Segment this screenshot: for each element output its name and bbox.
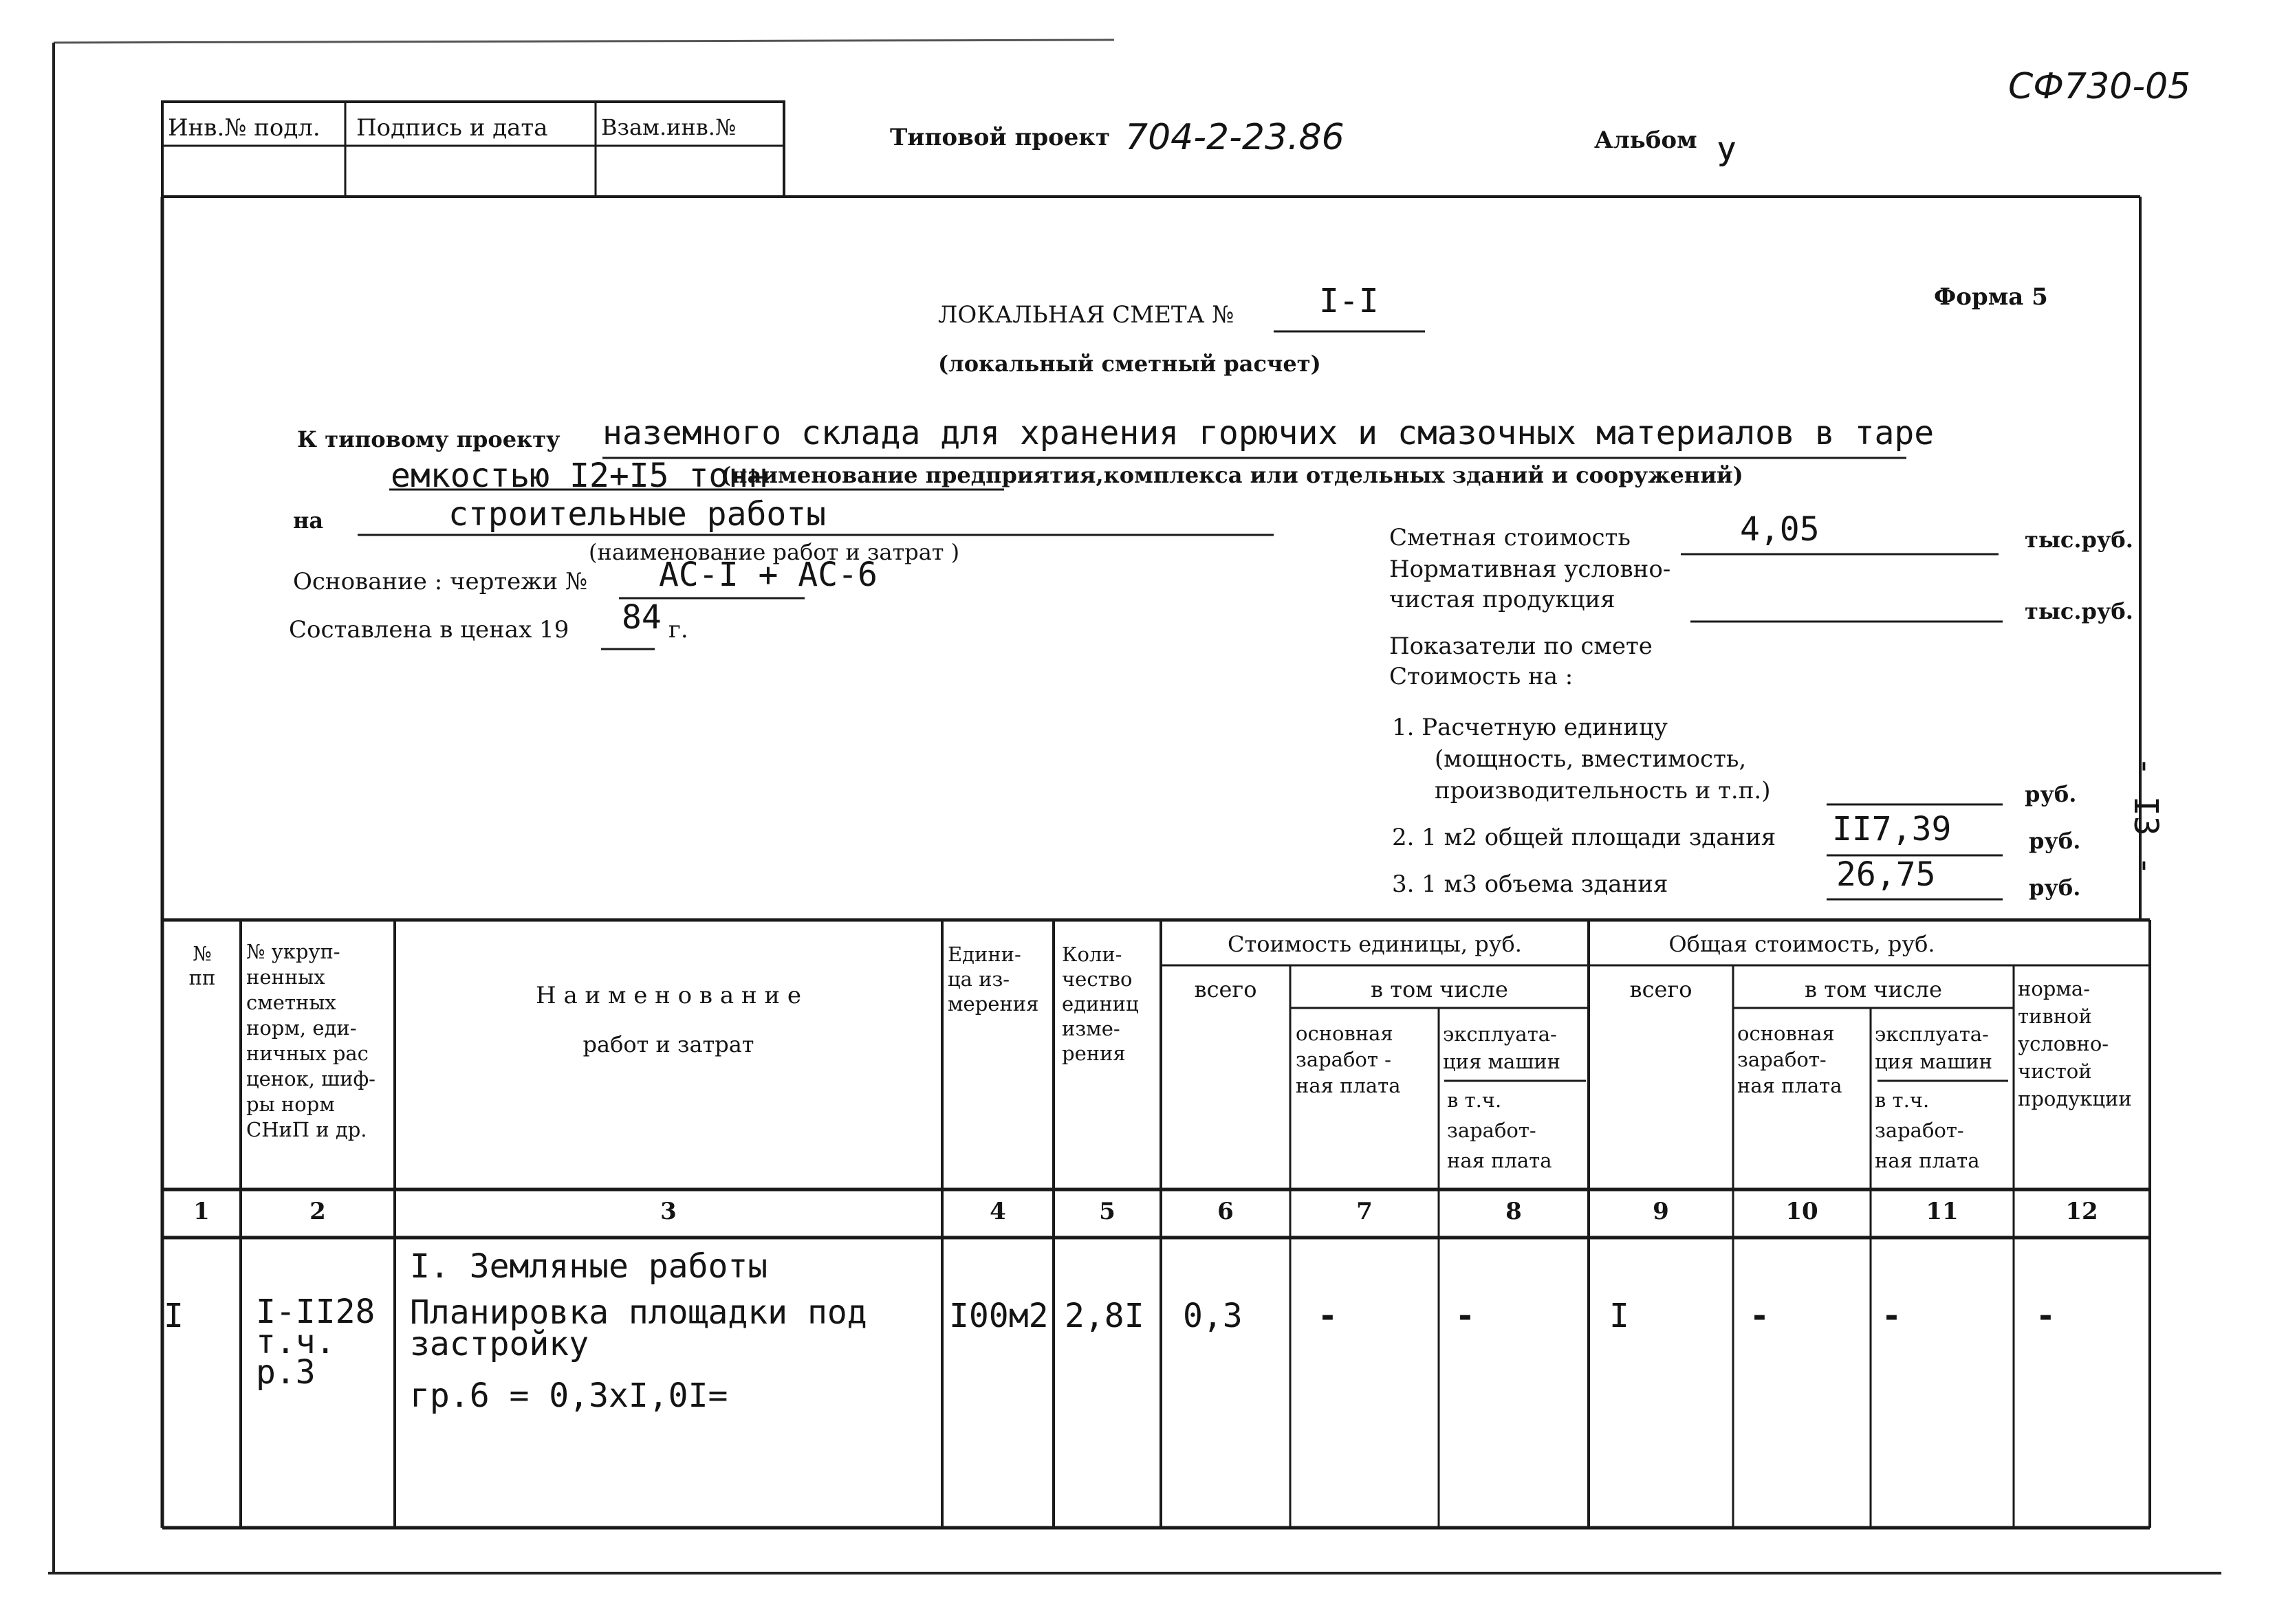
header-unit-cost-group: Стоимость единицы, руб. [1228,931,1522,957]
col-number-3: 3 [660,1198,677,1225]
header-code-line7: ры норм [246,1093,335,1116]
col-number-1: 1 [193,1198,210,1225]
header-norm-line2: тивной [2018,1005,2092,1028]
header-unit-machine [1443,1020,1587,1075]
header-total-incl: в том числе [1805,976,1942,1002]
header-code-line1: № укруп- [246,940,340,963]
row-name [410,1293,867,1363]
header-total-cost-group: Общая стоимость, руб. [1668,931,1935,957]
header-unit-line2: ца из- [948,967,1010,991]
header-num-line1: № [193,942,212,965]
header-code-line8: СНиП и др. [246,1118,367,1141]
album-number: У [1717,136,1737,175]
header-unit-wage [1296,1020,1437,1099]
row-unit-wage: - [1318,1297,1338,1335]
item1-label-1: 1. Расчетную единицу [1392,714,1668,741]
header-total-wage-line1: основная [1737,1022,1835,1045]
item3-unit: руб. [2029,875,2081,901]
col-number-6: 6 [1217,1198,1234,1225]
estimate-number: I-I [1319,282,1379,320]
header-total: всего [1629,976,1692,1002]
item2-value: II7,39 [1832,810,1952,848]
col-number-12: 12 [2065,1198,2098,1225]
row-num: I [164,1297,184,1335]
basis-label: Основание : чертежи № [293,568,588,595]
header-code-line4: норм, еди- [246,1016,357,1040]
on-label: на [293,507,324,534]
row-name-line2: застройку [410,1325,589,1363]
prices-year: 84 [622,598,662,637]
header-unit-machine-incl-line3: ная плата [1447,1149,1552,1172]
cost-label: Сметная стоимость [1389,524,1631,551]
header-unit-incl: в том числе [1371,976,1508,1002]
row-total: I [1609,1297,1629,1335]
section-title: I. Земляные работы [410,1247,768,1286]
item3-label: 3. 1 м3 объема здания [1392,870,1668,898]
header-code [246,939,393,1143]
work-name: строительные работы [448,495,827,534]
header-total-machine-line1: эксплуата- [1875,1022,1989,1046]
header-name-sub: работ и затрат [583,1031,754,1057]
stamp-inv-label: Инв.№ подл. [168,114,320,142]
col-number-4: 4 [990,1198,1006,1225]
header-num [165,942,239,990]
project-number: 704-2-23.86 [1125,117,1345,158]
header-qty-line3: единиц [1062,992,1139,1016]
sheet-code: СФ730-05 [2008,66,2191,107]
prices-suffix: г. [668,616,688,644]
row-unit-machine: - [1455,1297,1475,1335]
header-unit-machine-incl [1447,1085,1585,1176]
col-number-11: 11 [1926,1198,1959,1225]
header-name-title: Н а и м е н о в а н и е [535,982,802,1009]
work-caption: (наименование работ и затрат ) [589,539,960,565]
col-number-9: 9 [1653,1198,1669,1225]
header-norm-line5: продукции [2018,1087,2132,1110]
header-total-machine-line2: ция машин [1875,1050,1992,1073]
item1-label-2: (мощность, вместимость, [1435,745,1747,773]
form-label: Форма 5 [1934,283,2048,311]
project-label: Типовой проект [890,124,1111,151]
row-total-machine: - [1882,1297,1902,1335]
item2-unit: руб. [2029,828,2081,854]
header-qty-line5: рения [1062,1042,1126,1065]
row-code-line2: т.ч. [256,1323,336,1361]
header-total-machine-incl-line2: заработ- [1875,1119,1964,1142]
item3-value: 26,75 [1836,855,1936,894]
row-code-line3: р.3 [256,1353,316,1392]
header-total-machine-incl-line1: в т.ч. [1875,1088,1930,1112]
row-code [256,1293,375,1392]
row-name-line1: Планировка площадки под [410,1293,867,1332]
header-qty-line1: Коли- [1062,943,1122,966]
project-name-line2: емкостью I2+I5 тонн [391,457,769,495]
header-norm-line4: чистой [2018,1060,2092,1083]
header-num-line2: пп [188,965,216,989]
norm-unit: тыс.руб. [2025,598,2133,624]
row-formula: гр.6 = 0,3xI,0I= [410,1376,728,1415]
header-unit-machine-incl-line2: заработ- [1447,1119,1536,1142]
col-number-5: 5 [1099,1198,1115,1225]
col-number-2: 2 [309,1198,326,1225]
header-unit-wage-line2: заработ - [1296,1048,1391,1071]
header-unit [948,942,1052,1016]
header-unit-machine-line1: эксплуата- [1443,1022,1557,1046]
col-number-10: 10 [1785,1198,1818,1225]
estimate-subtitle: (локальный сметный расчет) [938,351,1321,377]
header-unit-machine-line2: ция машин [1443,1050,1560,1073]
header-total-machine [1875,1020,2012,1075]
header-total-machine-incl-line3: ная плата [1875,1149,1980,1172]
header-norm [2018,975,2148,1112]
indicators-label: Показатели по смете [1389,633,1653,660]
header-code-line6: ценок, шиф- [246,1067,375,1090]
stamp-signature-label: Подпись и дата [356,114,548,142]
header-norm-line1: норма- [2018,977,2090,1000]
cost-value: 4,05 [1740,510,1820,549]
header-unit-line1: Едини- [948,943,1021,966]
row-qty: 2,8I [1065,1297,1144,1335]
row-total-wage: - [1750,1297,1770,1335]
project-name-caption: (наименование предприятия,комплекса или отдельных зданий и сооружений) [721,462,1743,488]
header-qty [1062,942,1160,1066]
header-qty-line2: чество [1062,967,1133,991]
prices-label: Составлена в ценах 19 [289,616,569,644]
row-unit-total: 0,3 [1183,1297,1243,1335]
item1-label-3: производительность и т.п.) [1435,777,1771,804]
header-total-wage [1737,1020,1869,1099]
norm-label-1: Нормативная условно- [1389,556,1671,583]
basis-value: АС-I + АС-6 [659,556,878,594]
row-code-line1: I-II28 [256,1293,375,1331]
row-unit: I00м2 [949,1297,1049,1335]
col-number-8: 8 [1505,1198,1522,1225]
header-unit-machine-incl-line1: в т.ч. [1447,1088,1502,1112]
stamp-replace-label: Взам.инв.№ [601,114,737,140]
cost-unit: тыс.руб. [2025,527,2133,553]
header-unit-line3: мерения [948,992,1039,1016]
header-code-line5: ничных рас [246,1042,369,1065]
header-total-machine-incl [1875,1085,2010,1176]
item2-label: 2. 1 м2 общей площади здания [1392,824,1776,851]
header-unit-total: всего [1194,976,1257,1002]
cost-per-label: Стоимость на : [1389,663,1574,690]
norm-label-2: чистая продукция [1389,586,1615,613]
header-code-line2: ненных [246,965,325,989]
header-norm-line3: условно- [2018,1032,2109,1055]
page-number: - I3 - [2126,756,2165,876]
col-number-7: 7 [1356,1198,1373,1225]
header-total-wage-line2: заработ- [1737,1048,1827,1071]
header-qty-line4: изме- [1062,1017,1120,1040]
header-unit-wage-line3: ная плата [1296,1074,1401,1097]
item1-unit: руб. [2025,781,2077,807]
header-code-line3: сметных [246,991,336,1014]
project-to-label: К типовому проекту [297,426,560,452]
header-total-wage-line3: ная плата [1737,1074,1842,1097]
row-norm: - [2036,1297,2056,1335]
estimate-title: ЛОКАЛЬНАЯ СМЕТА № [938,301,1234,329]
album-label: Альбом [1594,127,1697,154]
header-unit-wage-line1: основная [1296,1022,1393,1045]
project-name-line1: наземного склада для хранения горючих и смазочных материалов в таре [602,414,1935,452]
